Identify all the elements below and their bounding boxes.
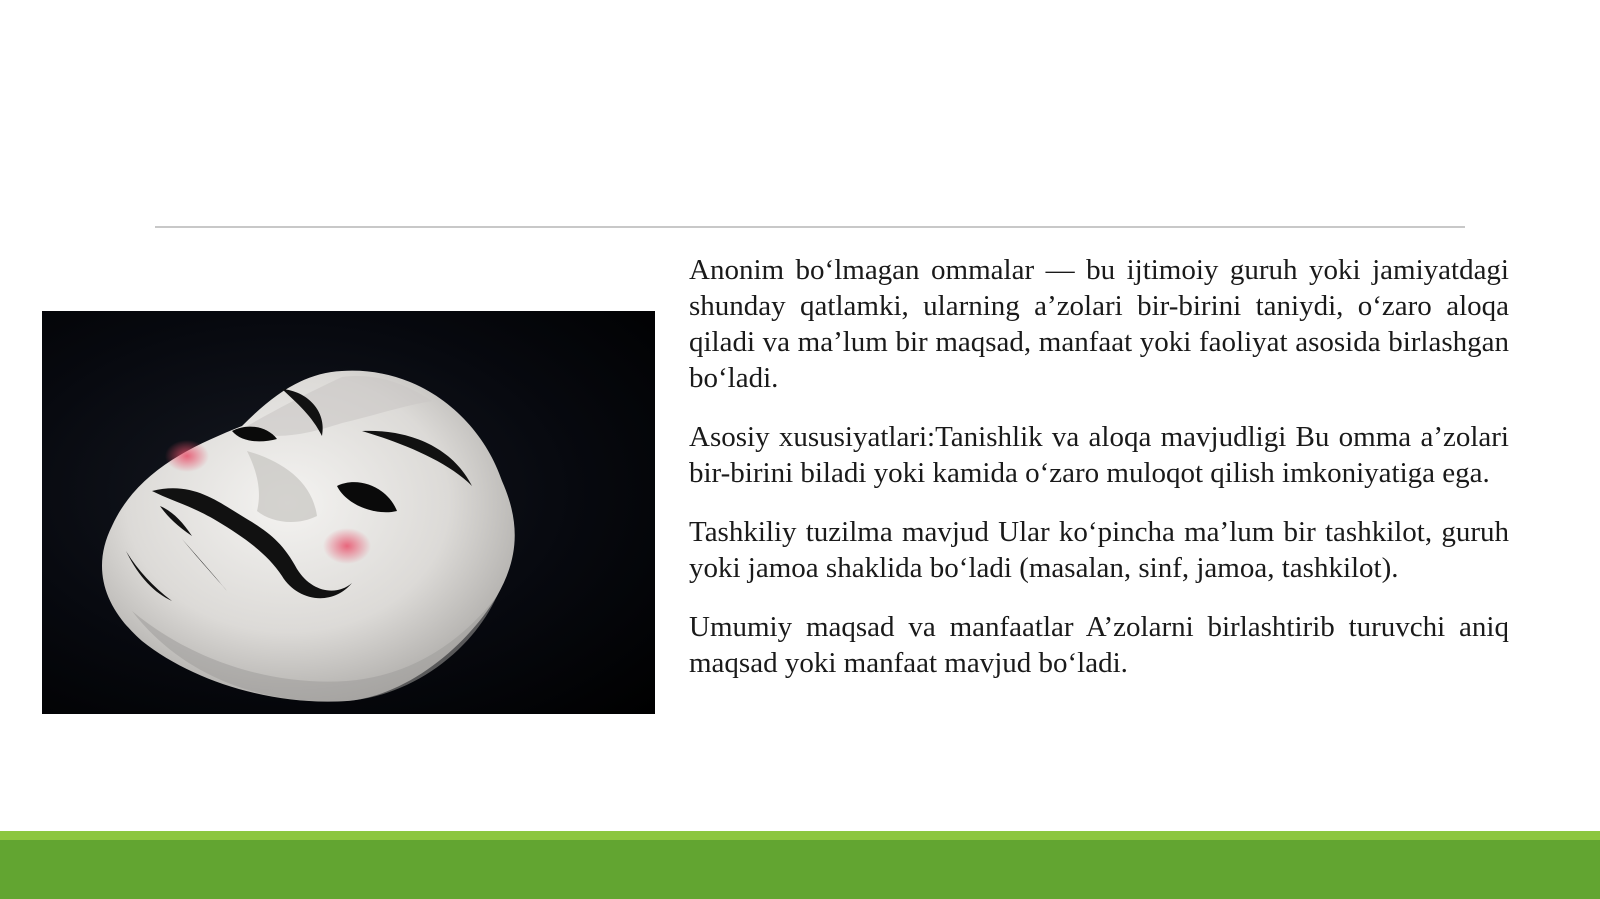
title-divider bbox=[155, 226, 1465, 228]
guy-fawkes-mask-icon bbox=[42, 311, 655, 714]
paragraph: Umumiy maqsad va manfaatlar A’zolarni birlashtirib turuvchi aniq maqsad yoki manfaat mavjud bo‘ladi. bbox=[689, 611, 1509, 679]
paragraph: Anonim bo‘lmagan ommalar — bu ijtimoiy guruh yoki jamiyatdagi shunday qatlamki, ularning a’zolari bir-birini taniydi, o‘zaro aloqa qiladi va ma’lum bir maqsad, manfaat yoki faoliyat asosida birlashgan bo‘ladi. bbox=[689, 254, 1509, 394]
paragraph: Tashkiliy tuzilma mavjud Ular ko‘pincha ma’lum bir tashkilot, guruh yoki jamoa shaklida bo‘ladi (masalan, sinf, jamoa, tashkilot). bbox=[689, 516, 1509, 584]
paragraph: Asosiy xususiyatlari:Tanishlik va aloqa mavjudligi Bu omma a’zolari bir-birini biladi yoki kamida o‘zaro muloqot qilish imkoniyatiga ega. bbox=[689, 421, 1509, 489]
mask-photo bbox=[42, 311, 655, 714]
footer-bar bbox=[0, 840, 1600, 899]
body-text bbox=[689, 252, 1509, 704]
footer-accent-bar bbox=[0, 831, 1600, 840]
